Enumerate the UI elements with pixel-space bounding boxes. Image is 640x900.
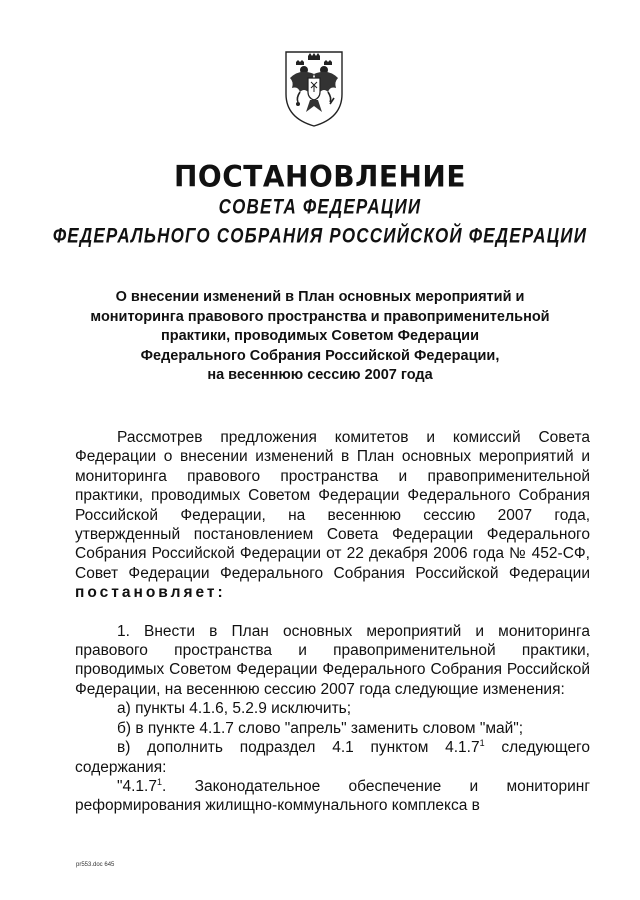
- russian-coat-of-arms-icon: [282, 48, 346, 128]
- preamble-paragraph: [75, 428, 590, 603]
- preamble-text: Рассмотрев предложения комитетов и комиссий Совета Федерации о внесении изменений в План основных мероприятий и мониторинга правового пространства и правоприменительной практики, проводимых Советом Федерации Федерального Собрания Российской Федерации, на весеннюю сессию 2007 года, утвержденный постановлением Совета Федерации Федерального Собрания Российской Федерации от 22 декабря 2006 года № 452-СФ, Совет Федерации Федерального Собрания Российской Федерации: [75, 429, 590, 582]
- item-b: б) в пункте 4.1.7 слово "апрель" заменить словом "май";: [117, 719, 524, 737]
- heading-line: на весеннюю сессию 2007 года: [207, 367, 433, 383]
- document-title: ПОСТАНОВЛЕНИЕ: [173, 159, 466, 194]
- item-c: [75, 738, 590, 777]
- item-c-text: следующего содержания:: [75, 739, 590, 776]
- file-reference: pr553.doc 645: [76, 862, 115, 868]
- heading-line: О внесении изменений в План основных мероприятий и: [115, 289, 525, 305]
- issuer-line-2: ФЕДЕРАЛЬНОГО СОБРАНИЯ РОССИЙСКОЙ ФЕДЕРАЦИИ: [52, 223, 588, 248]
- heading-line: практики, проводимых Советом Федерации: [161, 328, 479, 344]
- heading-line: мониторинга правового пространства и правоприменительной: [90, 308, 550, 325]
- issuer-line-1: СОВЕТА ФЕДЕРАЦИИ: [218, 194, 422, 219]
- resolution-verb: постановляет:: [75, 584, 226, 602]
- quoted-clause: [75, 777, 590, 816]
- item-a: а) пункты 4.1.6, 5.2.9 исключить;: [117, 700, 352, 718]
- superscript: 1: [479, 737, 485, 748]
- heading-line: Федерального Собрания Российской Федерации,: [140, 347, 500, 364]
- quote-text: . Законодательное обеспечение и мониторинг реформирования жилищно-коммунального комплекса в: [75, 777, 590, 815]
- item-1: 1. Внести в План основных мероприятий и мониторинга правового пространства и правоприменительной практики, проводимых Советом Федерации Федерального Собрания Российской Федерации, на весеннюю сессию 2007 года следующие изменения:: [75, 622, 590, 698]
- document-body: [75, 428, 590, 816]
- superscript: 1: [156, 776, 162, 787]
- item-c-text: в) дополнить подраздел 4.1 пунктом 4.1.7: [117, 739, 480, 757]
- quote-text: "4.1.7: [117, 777, 157, 795]
- document-heading: [62, 288, 578, 386]
